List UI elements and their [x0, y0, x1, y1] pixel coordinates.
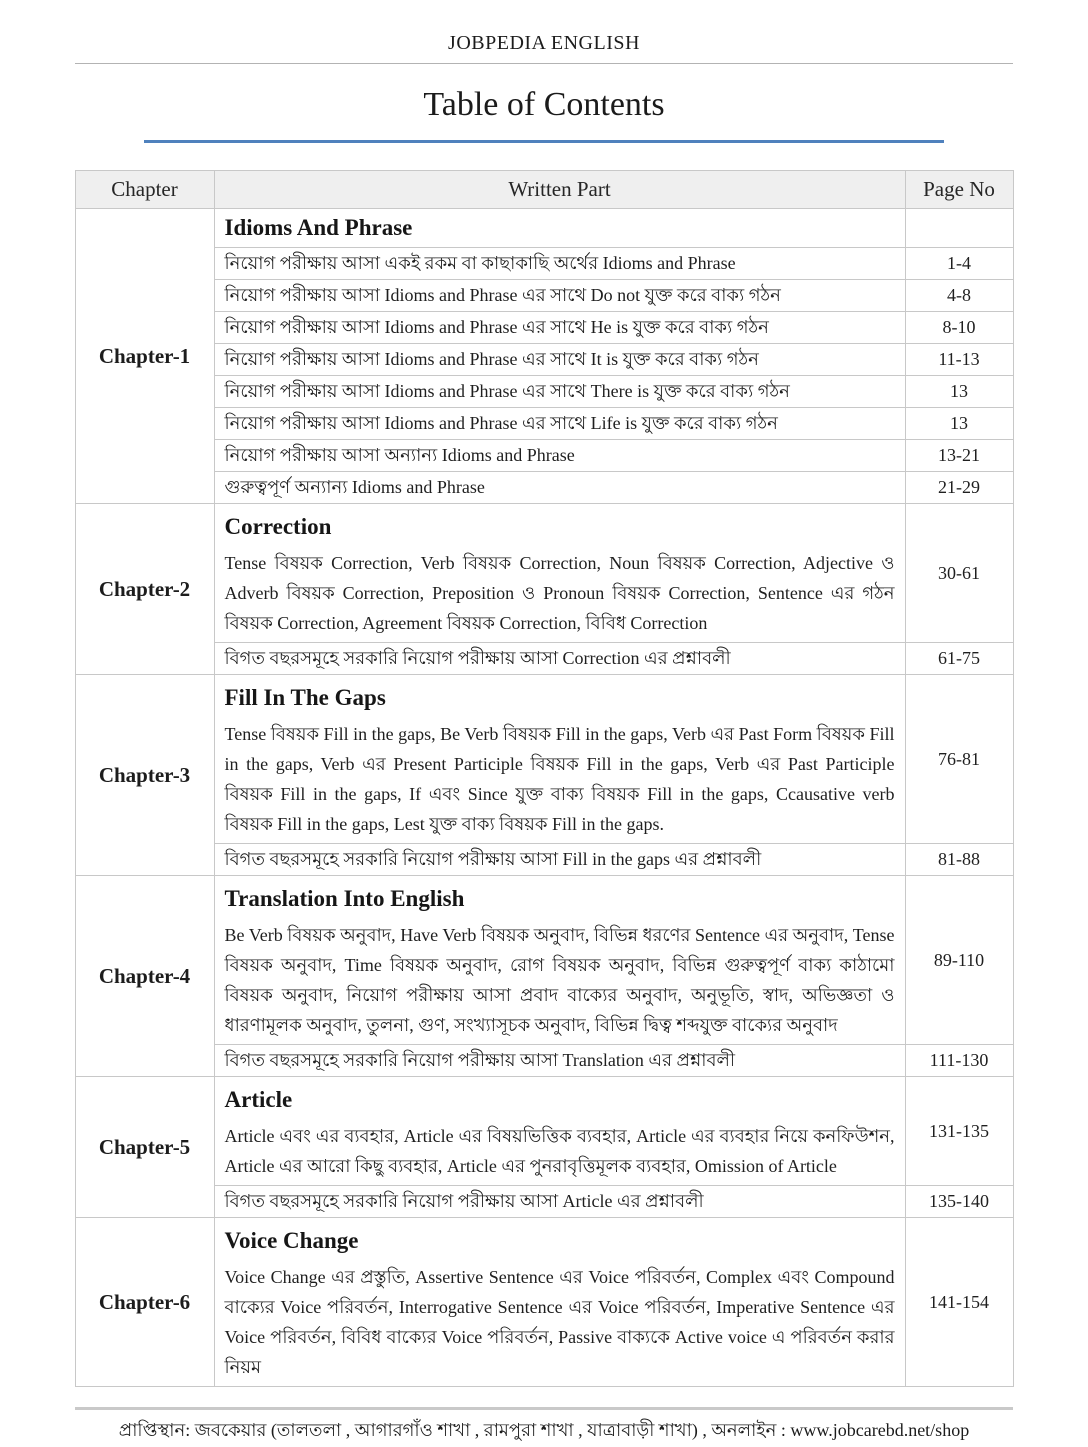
chapter-label: Chapter-1 — [75, 209, 214, 504]
page-number: 13 — [905, 376, 1013, 408]
toc-row — [75, 312, 1013, 344]
chapter-label: Chapter-6 — [75, 1218, 214, 1387]
site-title: JOBPEDIA ENGLISH — [448, 32, 640, 54]
section-description: Voice Change এর প্রস্তুতি, Assertive Sentence এর Voice পরিবর্তন, Complex এবং Compound বাক্যের Voice পরিবর্তন, Interrogative Sentence এর Voice পরিবর্তন, Imperative Sentence এর Voice পরিবর্তন, বিবিধ বাক্যের Voice পরিবর্তন, Passive বাক্যকে Active voice এ পরিবর্তন করার নিয়ম — [224, 1267, 895, 1377]
toc-row — [75, 1045, 1013, 1077]
toc-table-body — [75, 209, 1013, 1387]
toc-row — [75, 844, 1013, 876]
toc-table-header — [75, 171, 1013, 209]
toc-row — [75, 376, 1013, 408]
page-number: 8-10 — [905, 312, 1013, 344]
toc-row — [75, 643, 1013, 675]
title-accent-rule — [144, 140, 944, 143]
page-number: 13-21 — [905, 440, 1013, 472]
toc-row — [75, 248, 1013, 280]
toc-row — [75, 209, 1013, 248]
toc-table — [75, 170, 1014, 1387]
column-header-written-part: Written Part — [214, 171, 905, 209]
toc-row — [75, 280, 1013, 312]
document-header — [0, 0, 1088, 64]
toc-header-row — [75, 171, 1013, 209]
chapter-label: Chapter-5 — [75, 1077, 214, 1218]
section-overview-cell — [214, 876, 905, 1045]
page-number: 135-140 — [905, 1186, 1013, 1218]
section-title: Translation Into English — [224, 886, 465, 911]
section-overview-cell — [214, 675, 905, 844]
chapter-label: Chapter-2 — [75, 504, 214, 675]
page-number: 21-29 — [905, 472, 1013, 504]
topic-cell: নিয়োগ পরীক্ষায় আসা Idioms and Phrase এর সাথে Do not যুক্ত করে বাক্য গঠন — [214, 280, 905, 312]
page-number: 61-75 — [905, 643, 1013, 675]
page-number: 13 — [905, 408, 1013, 440]
page-number: 4-8 — [905, 280, 1013, 312]
toc-row — [75, 440, 1013, 472]
toc-row — [75, 1077, 1013, 1186]
toc-row — [75, 675, 1013, 844]
page-number: 1-4 — [905, 248, 1013, 280]
page-number — [905, 209, 1013, 248]
toc-row — [75, 472, 1013, 504]
page-number: 111-130 — [905, 1045, 1013, 1077]
toc-row — [75, 504, 1013, 643]
toc-row — [75, 1218, 1013, 1387]
section-description: Tense বিষয়ক Fill in the gaps, Be Verb বিষয়ক Fill in the gaps, Verb এর Past Form বিষয়ক Fill in the gaps, Verb এর Present Participle বিষয়ক Fill in the gaps, Verb এর Past Participle বিষয়ক Fill in the gaps, If এবং Since যুক্ত বাক্য বিষয়ক Fill in the gaps, Ccausative verb বিষয়ক Fill in the gaps, Lest যুক্ত বাক্য বিষয়ক Fill in the gaps. — [224, 724, 895, 834]
section-description: Tense বিষয়ক Correction, Verb বিষয়ক Correction, Noun বিষয়ক Correction, Adjective ও Adverb বিষয়ক Correction, Preposition ও Pronoun বিষয়ক Correction, Sentence এর গঠন বিষয়ক Correction, Agreement বিষয়ক Correction, বিবিধ Correction — [224, 553, 895, 633]
topic-cell: নিয়োগ পরীক্ষায় আসা অন্যান্য Idioms and Phrase — [214, 440, 905, 472]
document-footer — [0, 1407, 1088, 1447]
section-title: Correction — [224, 514, 332, 539]
header-divider — [75, 63, 1013, 64]
column-header-chapter: Chapter — [75, 171, 214, 209]
topic-cell: বিগত বছরসমূহে সরকারি নিয়োগ পরীক্ষায় আসা Fill in the gaps এর প্রশ্নাবলী — [214, 844, 905, 876]
page-number: 11-13 — [905, 344, 1013, 376]
topic-cell: বিগত বছরসমূহে সরকারি নিয়োগ পরীক্ষায় আসা Article এর প্রশ্নাবলী — [214, 1186, 905, 1218]
topic-cell: নিয়োগ পরীক্ষায় আসা Idioms and Phrase এর সাথে He is যুক্ত করে বাক্য গঠন — [214, 312, 905, 344]
column-header-page-no: Page No — [905, 171, 1013, 209]
section-title-cell — [214, 209, 905, 248]
section-description: Be Verb বিষয়ক অনুবাদ, Have Verb বিষয়ক অনুবাদ, বিভিন্ন ধরণের Sentence এর অনুবাদ, Tense বিষয়ক অনুবাদ, Time বিষয়ক অনুবাদ, রোগ বিষয়ক অনুবাদ, বিভিন্ন গুরুত্বপূর্ণ বাক্য কাঠামো বিষয়ক অনুবাদ, নিয়োগ পরীক্ষায় আসা প্রবাদ বাক্যের অনুবাদ, অনুভূতি, স্বাদ, অভিজ্ঞতা ও ধারণামূলক অনুবাদ, তুলনা, গুণ, সংখ্যাসূচক অনুবাদ, বিভিন্ন দ্বিত্ব শব্দযুক্ত বাক্যের অনুবাদ — [224, 925, 895, 1035]
section-title: Voice Change — [224, 1228, 359, 1253]
section-overview-cell — [214, 1077, 905, 1186]
page-number: 131-135 — [905, 1077, 1013, 1186]
topic-cell: নিয়োগ পরীক্ষায় আসা Idioms and Phrase এর সাথে Life is যুক্ত করে বাক্য গঠন — [214, 408, 905, 440]
page-number: 30-61 — [905, 504, 1013, 643]
page-number: 81-88 — [905, 844, 1013, 876]
section-overview-cell — [214, 1218, 905, 1387]
topic-cell: নিয়োগ পরীক্ষায় আসা একই রকম বা কাছাকাছি অর্থের Idioms and Phrase — [214, 248, 905, 280]
topic-cell: নিয়োগ পরীক্ষায় আসা Idioms and Phrase এর সাথে There is যুক্ত করে বাক্য গঠন — [214, 376, 905, 408]
chapter-label: Chapter-3 — [75, 675, 214, 876]
toc-row — [75, 1186, 1013, 1218]
topic-cell: বিগত বছরসমূহে সরকারি নিয়োগ পরীক্ষায় আসা Translation এর প্রশ্নাবলী — [214, 1045, 905, 1077]
page-number: 76-81 — [905, 675, 1013, 844]
section-overview-cell — [214, 504, 905, 643]
toc-row — [75, 344, 1013, 376]
toc-row — [75, 408, 1013, 440]
footer-text: প্রাপ্তিস্থান: জবকেয়ার (তালতলা , আগারগাঁও শাখা , রামপুরা শাখা , যাত্রাবাড়ী শাখা) , অনলাইন : www.jobcarebd.net/shop — [118, 1420, 970, 1440]
toc-row — [75, 876, 1013, 1045]
topic-cell: নিয়োগ পরীক্ষায় আসা Idioms and Phrase এর সাথে It is যুক্ত করে বাক্য গঠন — [214, 344, 905, 376]
chapter-label: Chapter-4 — [75, 876, 214, 1077]
footer-divider — [75, 1407, 1013, 1410]
section-title: Fill In The Gaps — [224, 685, 386, 710]
topic-cell: গুরুত্বপূর্ণ অন্যান্য Idioms and Phrase — [214, 472, 905, 504]
page-number: 89-110 — [905, 876, 1013, 1045]
topic-cell: বিগত বছরসমূহে সরকারি নিয়োগ পরীক্ষায় আসা Correction এর প্রশ্নাবলী — [214, 643, 905, 675]
section-title: Article — [224, 1087, 293, 1112]
page-number: 141-154 — [905, 1218, 1013, 1387]
page-title: Table of Contents — [423, 86, 665, 123]
section-description: Article এবং এর ব্যবহার, Article এর বিষয়ভিত্তিক ব্যবহার, Article এর ব্যবহার নিয়ে কনফিউশন, Article এর আরো কিছু ব্যবহার, Article এর পুনরাবৃত্তিমূলক ব্যবহার, Omission of Article — [224, 1126, 895, 1176]
section-title: Idioms And Phrase — [224, 215, 413, 240]
